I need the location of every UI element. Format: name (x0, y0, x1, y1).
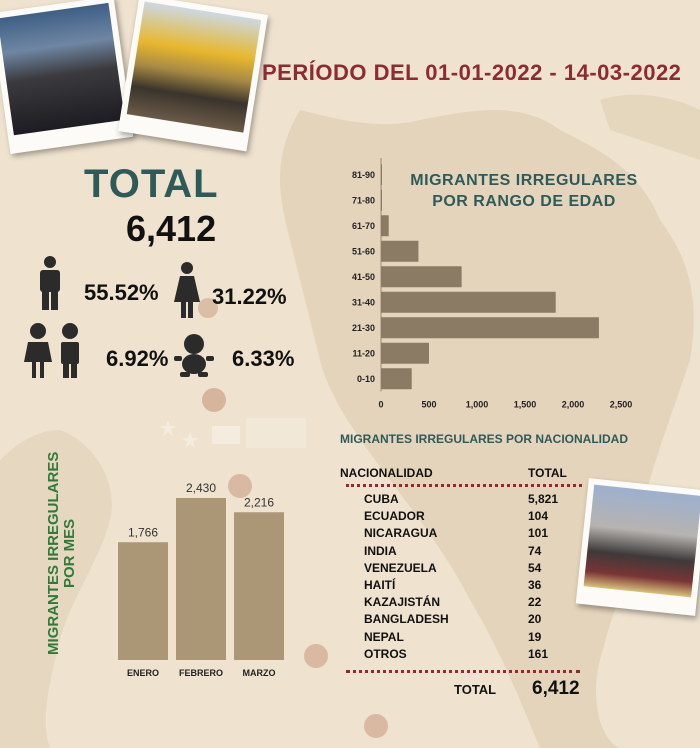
month-value-label: 1,766 (127, 525, 159, 540)
country-name: CUBA (364, 492, 399, 506)
total-value: 6,412 (126, 208, 217, 249)
women-percentage: 31.22% (212, 284, 287, 309)
age-tick-label: 61-70 (351, 220, 375, 231)
country-name: KAZAJISTÁN (364, 595, 441, 610)
table-row (346, 578, 586, 595)
country-name: BANGLADESH (364, 612, 449, 627)
age-chart-title: MIGRANTES IRREGULARES POR RANGO DE EDAD (410, 172, 638, 210)
month-bar (118, 542, 168, 660)
country-total: 54 (528, 560, 542, 575)
age-bar (381, 368, 412, 389)
month-bar-chart (108, 474, 308, 684)
country-total: 20 (528, 612, 542, 627)
table-row (346, 595, 586, 612)
age-bar (381, 266, 462, 287)
country-name: VENEZUELA (364, 560, 437, 575)
month-category-label: ENERO (126, 668, 160, 678)
watermark-logo (160, 410, 320, 460)
table-row (346, 561, 586, 578)
country-name: NEPAL (364, 629, 404, 644)
age-x-tick-label: 1,500 (513, 399, 537, 410)
children-percentage: 6.92% (106, 346, 169, 371)
country-name: OTROS (364, 646, 407, 661)
age-tick-label: 11-20 (352, 348, 375, 359)
age-bar-chart (340, 158, 660, 418)
age-tick-label: 71-80 (351, 195, 375, 206)
photo-migrants-shelter (576, 478, 700, 616)
age-x-tick-label: 2,500 (609, 399, 633, 410)
column-header-nationality: NACIONALIDAD (340, 466, 433, 480)
month-category-label: FEBRERO (178, 668, 224, 678)
photo-migrants-bus (118, 0, 268, 151)
country-total: 104 (528, 509, 549, 524)
country-name: ECUADOR (364, 509, 425, 524)
age-bar (381, 317, 599, 338)
country-total: 5,821 (528, 492, 559, 506)
nationality-title: MIGRANTES IRREGULARES POR NACIONALIDAD (340, 432, 629, 446)
column-header-total: TOTAL (528, 466, 567, 480)
nationality-total-label: TOTAL (454, 682, 497, 697)
month-value-label: 2,216 (243, 495, 275, 510)
woman-icon (172, 262, 202, 320)
age-tick-label: 0-10 (356, 373, 375, 384)
age-bar (381, 292, 556, 313)
month-bar (234, 512, 284, 660)
table-row (346, 526, 586, 543)
children-icon (24, 322, 86, 380)
baby-icon (174, 334, 214, 378)
country-total: 74 (528, 543, 542, 558)
dotted-divider-bottom (346, 670, 580, 673)
nationality-total-value: 6,412 (532, 678, 580, 699)
table-row (346, 509, 586, 526)
photo-migrants-crowd (0, 0, 133, 154)
table-row (346, 630, 586, 647)
dotted-divider-top (346, 484, 582, 487)
age-x-tick-label: 1,000 (465, 399, 489, 410)
baby-percentage: 6.33% (232, 346, 295, 371)
age-bar (381, 215, 389, 236)
country-total: 101 (528, 526, 549, 541)
men-percentage: 55.52% (84, 280, 159, 305)
country-total: 22 (528, 595, 542, 610)
table-row (346, 612, 586, 629)
month-value-label: 2,430 (185, 481, 217, 495)
age-tick-label: 41-50 (351, 271, 375, 282)
country-name: HAITÍ (364, 578, 396, 592)
month-bar (176, 498, 226, 660)
man-icon (36, 256, 64, 312)
country-name: INDIA (364, 543, 397, 558)
age-bar (381, 241, 418, 262)
table-row (346, 544, 586, 561)
table-row (346, 647, 586, 664)
age-x-tick-label: 2,000 (561, 399, 585, 410)
age-bar (381, 343, 429, 364)
country-name: NICARAGUA (364, 526, 438, 541)
period-title: PERÍODO DEL 01-01-2022 - 14-03-2022 (262, 60, 682, 85)
age-tick-label: 81-90 (351, 169, 375, 180)
age-bar (381, 164, 382, 185)
age-tick-label: 31-40 (351, 297, 375, 308)
age-x-tick-label: 0 (378, 399, 384, 410)
month-chart-axis-label: MIGRANTES IRREGULARES POR MES (45, 451, 78, 655)
country-total: 161 (528, 646, 549, 661)
month-category-label: MARZO (242, 668, 276, 678)
age-x-tick-label: 500 (421, 399, 437, 410)
total-title: TOTAL (84, 162, 219, 206)
age-tick-label: 21-30 (351, 322, 375, 333)
age-bar (381, 190, 382, 211)
country-total: 19 (528, 629, 542, 644)
country-total: 36 (528, 578, 542, 592)
table-row (346, 492, 586, 509)
age-tick-label: 51-60 (351, 246, 375, 257)
